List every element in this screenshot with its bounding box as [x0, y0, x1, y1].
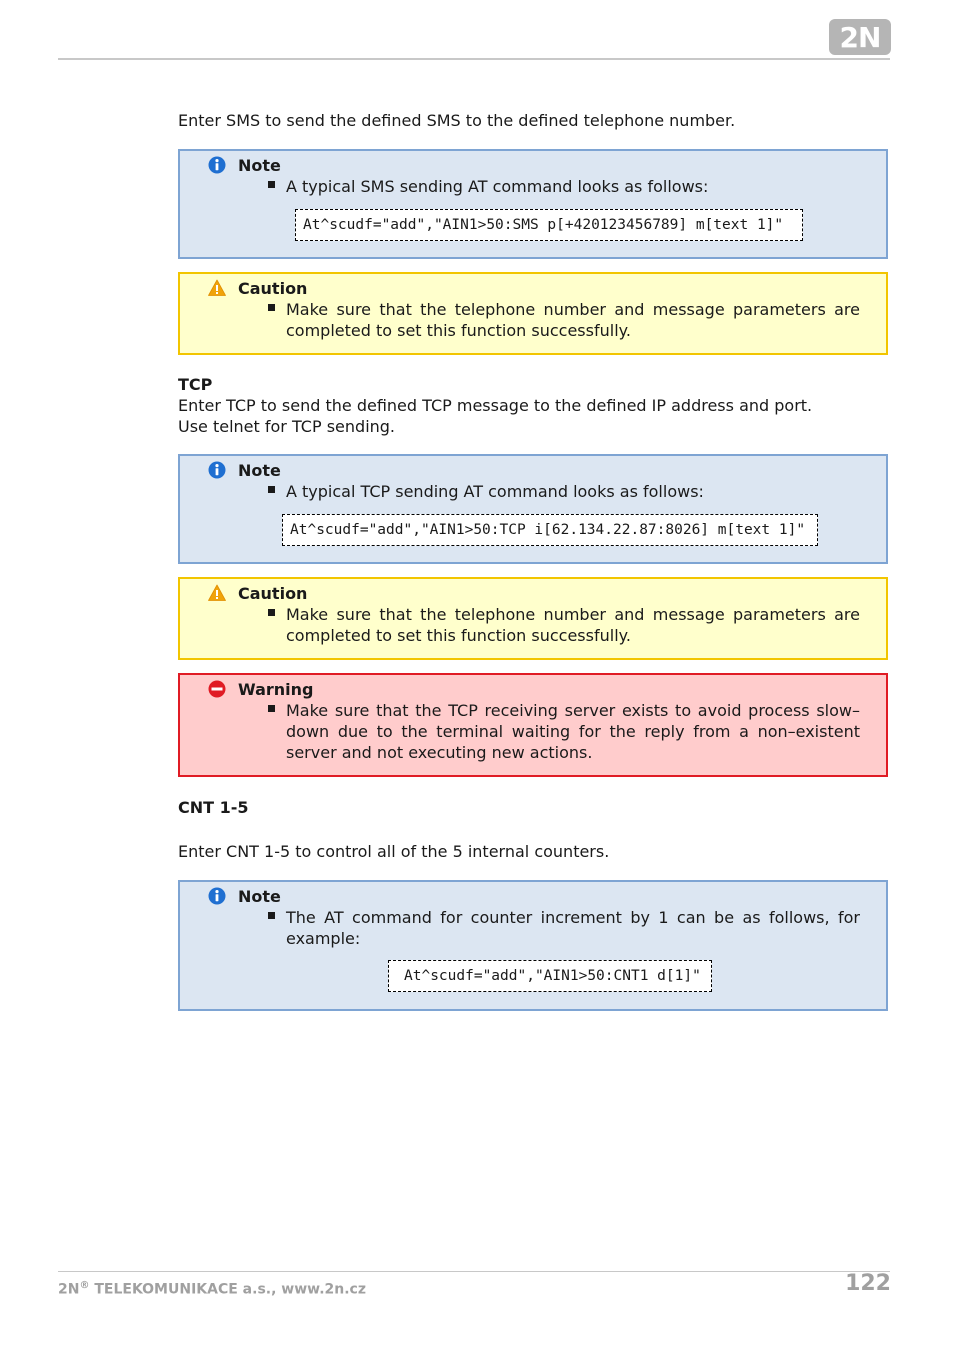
bullet-marker [268, 912, 275, 919]
footer-company [58, 1280, 366, 1298]
caution-title: Caution [238, 584, 308, 603]
warning-box [178, 673, 888, 777]
bullet-marker [268, 705, 275, 712]
note-title: Note [238, 461, 281, 480]
note-title: Note [238, 156, 281, 175]
caution-bullet-text: Make sure that the telephone number and message parameters are completed to set this function successfully. [286, 605, 860, 645]
note-box-tcp [178, 454, 888, 564]
note-bullet-text: A typical SMS sending AT command looks as follows: [286, 177, 709, 196]
warning-triangle-icon [208, 584, 226, 602]
caution-box-tcp [178, 577, 888, 660]
caution-title: Caution [238, 279, 308, 298]
cnt-description: Enter CNT 1-5 to control all of the 5 internal counters. [178, 842, 610, 861]
note-bullet-text: A typical TCP sending AT command looks as follows: [286, 482, 704, 501]
warning-title: Warning [238, 680, 314, 699]
at-command-code: At^scudf="add","AIN1>50:SMS p[+420123456789] m[text 1]" [295, 209, 803, 241]
header-divider [58, 58, 890, 60]
stop-icon [208, 680, 226, 698]
company-logo [829, 19, 891, 55]
page-number: 122 [845, 1271, 891, 1296]
warning-triangle-icon [208, 279, 226, 297]
footer-company-name: TELEKOMUNIKACE a.s., www.2n.cz [89, 1281, 366, 1298]
cnt-heading: CNT 1-5 [178, 798, 249, 817]
info-icon [208, 887, 226, 905]
at-command-code: At^scudf="add","AIN1>50:CNT1 d[1]" [388, 960, 712, 992]
at-command-code: At^scudf="add","AIN1>50:TCP i[62.134.22.87:8026] m[text 1]" [282, 514, 818, 546]
footer-divider [58, 1271, 890, 1272]
tcp-telnet-text: Use telnet for TCP sending. [178, 417, 396, 436]
footer-brand: 2N [58, 1281, 80, 1298]
note-title: Note [238, 887, 281, 906]
warning-bullet-text: Make sure that the TCP receiving server exists to avoid process slow–down due to the terminal waiting for the reply from a non–existent server and not executing new actions. [286, 701, 860, 762]
bullet-marker [268, 609, 275, 616]
note-bullet-text: The AT command for counter increment by 1 can be as follows, for example: [286, 908, 860, 948]
tcp-heading: TCP [178, 375, 213, 394]
tcp-description: Enter TCP to send the defined TCP message to the defined IP address and port. [178, 396, 813, 415]
info-icon [208, 156, 226, 174]
note-box-sms [178, 149, 888, 259]
intro-sms-text: Enter SMS to send the defined SMS to the defined telephone number. [178, 111, 736, 130]
registered-mark: ® [79, 1280, 90, 1291]
bullet-marker [268, 181, 275, 188]
bullet-marker [268, 304, 275, 311]
info-icon [208, 461, 226, 479]
bullet-marker [268, 486, 275, 493]
note-box-cnt [178, 880, 888, 1011]
logo-text: 2N [839, 20, 881, 54]
caution-box-sms [178, 272, 888, 355]
caution-bullet-text: Make sure that the telephone number and message parameters are completed to set this function successfully. [286, 300, 860, 340]
